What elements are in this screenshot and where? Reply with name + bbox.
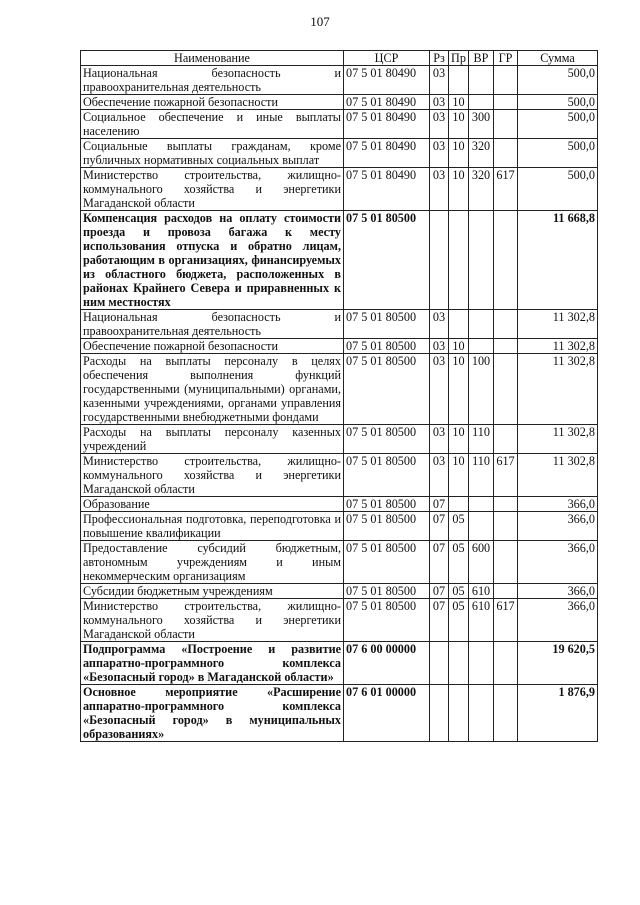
row-csr: 07 5 01 80490 (344, 95, 430, 110)
row-gr (494, 139, 518, 168)
table-row (81, 454, 598, 497)
header-csr: ЦСР (344, 51, 430, 66)
row-vr (469, 66, 494, 95)
row-pr: 10 (449, 168, 469, 211)
row-name: Основное мероприятие «Расширение аппаратно-программного комплекса «Безопасный город» в муниципальных образованиях» (81, 685, 344, 742)
row-csr: 07 5 01 80500 (344, 425, 430, 454)
row-pr: 05 (449, 599, 469, 642)
row-pr (449, 642, 469, 685)
row-sum: 366,0 (518, 541, 598, 584)
row-gr (494, 66, 518, 95)
row-pr: 05 (449, 584, 469, 599)
row-name: Образование (81, 497, 344, 512)
table-row (81, 354, 598, 425)
row-sum: 366,0 (518, 497, 598, 512)
row-csr: 07 5 01 80500 (344, 497, 430, 512)
budget-table (80, 50, 598, 742)
row-name: Профессиональная подготовка, переподготовка и повышение квалификации (81, 512, 344, 541)
table-row (81, 139, 598, 168)
table-header-row (81, 51, 598, 66)
row-csr: 07 5 01 80490 (344, 66, 430, 95)
header-gr: ГР (494, 51, 518, 66)
row-pr (449, 310, 469, 339)
row-gr: 617 (494, 454, 518, 497)
row-sum: 366,0 (518, 512, 598, 541)
row-csr: 07 5 01 80500 (344, 512, 430, 541)
row-sum: 500,0 (518, 110, 598, 139)
row-vr: 610 (469, 599, 494, 642)
row-vr: 600 (469, 541, 494, 584)
row-pr: 10 (449, 354, 469, 425)
row-name: Субсидии бюджетным учреждениям (81, 584, 344, 599)
row-pr: 10 (449, 139, 469, 168)
row-gr (494, 310, 518, 339)
row-rz: 03 (430, 66, 449, 95)
row-gr (494, 512, 518, 541)
table-row (81, 541, 598, 584)
row-pr (449, 211, 469, 310)
table-row (81, 497, 598, 512)
row-name: Обеспечение пожарной безопасности (81, 95, 344, 110)
row-pr (449, 497, 469, 512)
row-vr: 110 (469, 454, 494, 497)
row-sum: 11 302,8 (518, 425, 598, 454)
row-vr: 320 (469, 168, 494, 211)
row-vr (469, 211, 494, 310)
row-gr (494, 211, 518, 310)
row-vr (469, 497, 494, 512)
row-rz: 03 (430, 339, 449, 354)
row-gr (494, 354, 518, 425)
row-gr (494, 95, 518, 110)
row-gr: 617 (494, 599, 518, 642)
page-number: 107 (310, 14, 330, 29)
row-rz: 03 (430, 354, 449, 425)
header-name: Наименование (81, 51, 344, 66)
row-gr (494, 584, 518, 599)
table-row (81, 599, 598, 642)
row-rz (430, 211, 449, 310)
row-rz: 03 (430, 139, 449, 168)
table-row (81, 110, 598, 139)
row-rz: 03 (430, 425, 449, 454)
row-csr: 07 5 01 80490 (344, 168, 430, 211)
row-name: Национальная безопасность и правоохранительная деятельность (81, 66, 344, 95)
row-sum: 11 668,8 (518, 211, 598, 310)
row-csr: 07 5 01 80490 (344, 110, 430, 139)
row-csr: 07 5 01 80500 (344, 354, 430, 425)
row-name: Подпрограмма «Построение и развитие аппаратно-программного комплекса «Безопасный город» в Магаданской области» (81, 642, 344, 685)
row-csr: 07 5 01 80490 (344, 139, 430, 168)
row-gr (494, 541, 518, 584)
table-row (81, 425, 598, 454)
row-sum: 11 302,8 (518, 339, 598, 354)
row-rz: 07 (430, 497, 449, 512)
row-name: Обеспечение пожарной безопасности (81, 339, 344, 354)
header-rz: Рз (430, 51, 449, 66)
row-sum: 500,0 (518, 168, 598, 211)
row-name: Социальное обеспечение и иные выплаты населению (81, 110, 344, 139)
row-sum: 500,0 (518, 139, 598, 168)
row-gr (494, 642, 518, 685)
row-sum: 11 302,8 (518, 354, 598, 425)
row-vr (469, 685, 494, 742)
row-rz (430, 685, 449, 742)
row-vr: 110 (469, 425, 494, 454)
row-name: Компенсация расходов на оплату стоимости проезда и провоза багажа к месту использования отпуска и обратно лицам, работающим в организациях, финансируемых из областного бюджета, расположенных в районах Крайнего Севера и приравненных к ним местностях (81, 211, 344, 310)
row-rz: 03 (430, 310, 449, 339)
row-rz: 07 (430, 584, 449, 599)
table-row (81, 685, 598, 742)
table-row (81, 310, 598, 339)
row-pr (449, 685, 469, 742)
row-sum: 1 876,9 (518, 685, 598, 742)
row-gr (494, 497, 518, 512)
header-sum: Сумма (518, 51, 598, 66)
row-csr: 07 6 00 00000 (344, 642, 430, 685)
row-gr (494, 425, 518, 454)
row-name: Предоставление субсидий бюджетным, автономным учреждениям и иным некоммерческим организациям (81, 541, 344, 584)
header-vr: ВР (469, 51, 494, 66)
row-name: Министерство строительства, жилищно-коммунального хозяйства и энергетики Магаданской области (81, 168, 344, 211)
row-pr: 10 (449, 95, 469, 110)
row-vr: 100 (469, 354, 494, 425)
row-name: Расходы на выплаты персоналу казенных учреждений (81, 425, 344, 454)
row-sum: 500,0 (518, 95, 598, 110)
row-rz (430, 642, 449, 685)
row-vr: 320 (469, 139, 494, 168)
row-pr: 10 (449, 425, 469, 454)
row-csr: 07 5 01 80500 (344, 584, 430, 599)
row-csr: 07 6 01 00000 (344, 685, 430, 742)
row-name: Социальные выплаты гражданам, кроме публичных нормативных социальных выплат (81, 139, 344, 168)
row-vr (469, 95, 494, 110)
row-vr: 610 (469, 584, 494, 599)
row-rz: 03 (430, 95, 449, 110)
table-row (81, 211, 598, 310)
row-pr (449, 66, 469, 95)
row-rz: 03 (430, 454, 449, 497)
row-csr: 07 5 01 80500 (344, 310, 430, 339)
row-vr: 300 (469, 110, 494, 139)
row-sum: 366,0 (518, 584, 598, 599)
row-pr: 05 (449, 541, 469, 584)
row-gr: 617 (494, 168, 518, 211)
row-csr: 07 5 01 80500 (344, 454, 430, 497)
row-name: Министерство строительства, жилищно-коммунального хозяйства и энергетики Магаданской области (81, 454, 344, 497)
row-sum: 11 302,8 (518, 310, 598, 339)
row-gr (494, 339, 518, 354)
row-rz: 07 (430, 512, 449, 541)
header-pr: Пр (449, 51, 469, 66)
row-name: Министерство строительства, жилищно-коммунального хозяйства и энергетики Магаданской области (81, 599, 344, 642)
row-pr: 10 (449, 110, 469, 139)
row-sum: 366,0 (518, 599, 598, 642)
row-csr: 07 5 01 80500 (344, 599, 430, 642)
row-csr: 07 5 01 80500 (344, 339, 430, 354)
row-gr (494, 685, 518, 742)
row-sum: 500,0 (518, 66, 598, 95)
row-sum: 19 620,5 (518, 642, 598, 685)
table-row (81, 339, 598, 354)
row-rz: 03 (430, 110, 449, 139)
table-row (81, 66, 598, 95)
row-pr: 10 (449, 454, 469, 497)
row-pr: 10 (449, 339, 469, 354)
row-pr: 05 (449, 512, 469, 541)
row-vr (469, 642, 494, 685)
row-vr (469, 310, 494, 339)
table-row (81, 168, 598, 211)
table-row (81, 584, 598, 599)
row-rz: 07 (430, 599, 449, 642)
table-row (81, 512, 598, 541)
row-csr: 07 5 01 80500 (344, 211, 430, 310)
row-rz: 03 (430, 168, 449, 211)
row-vr (469, 512, 494, 541)
table-row (81, 642, 598, 685)
table-row (81, 95, 598, 110)
row-name: Расходы на выплаты персоналу в целях обеспечения выполнения функций государственными (муниципальными) органами, казенными учреждениями, органами управления государственными внебюджетными фондами (81, 354, 344, 425)
row-gr (494, 110, 518, 139)
row-rz: 07 (430, 541, 449, 584)
row-vr (469, 339, 494, 354)
row-csr: 07 5 01 80500 (344, 541, 430, 584)
row-name: Национальная безопасность и правоохранительная деятельность (81, 310, 344, 339)
row-sum: 11 302,8 (518, 454, 598, 497)
